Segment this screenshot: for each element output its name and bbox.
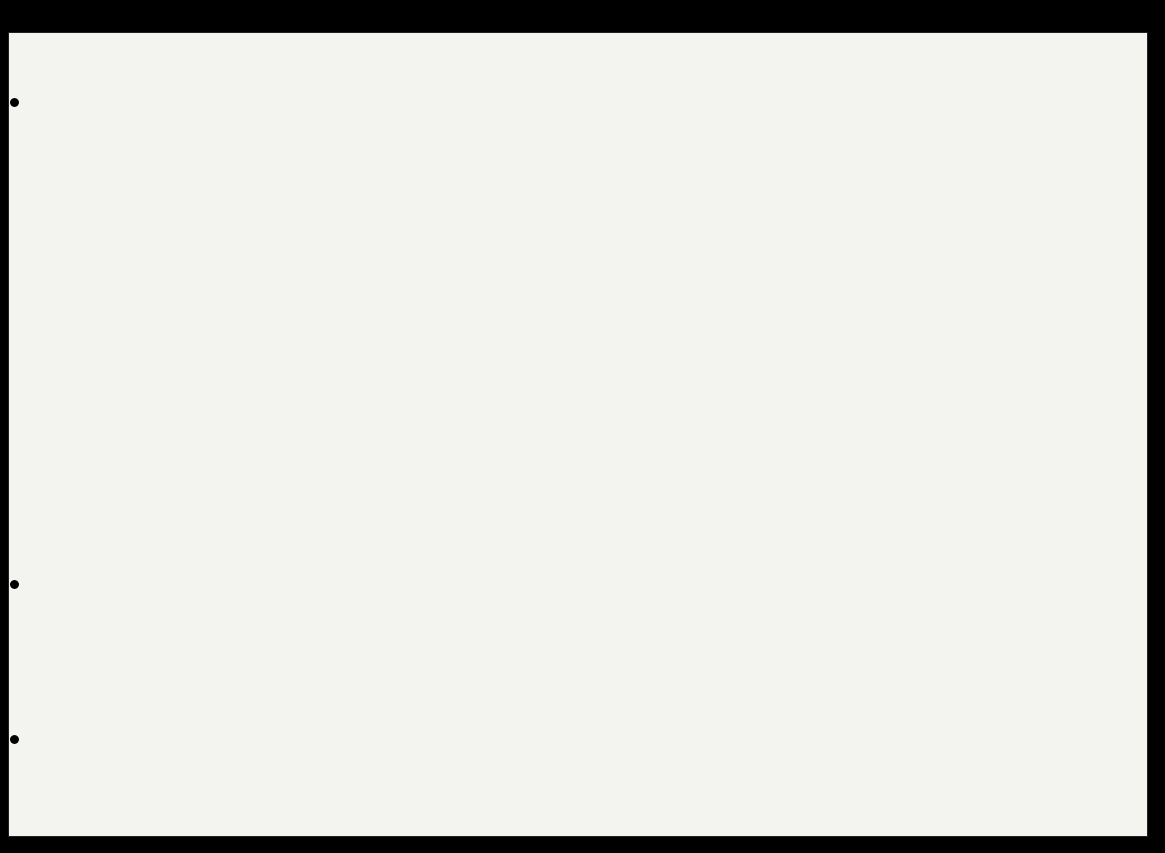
census-grid (9, 33, 1147, 836)
census-sheet (8, 32, 1148, 837)
binder-hole (10, 580, 19, 589)
binder-hole (10, 98, 19, 107)
binder-hole (10, 735, 19, 744)
